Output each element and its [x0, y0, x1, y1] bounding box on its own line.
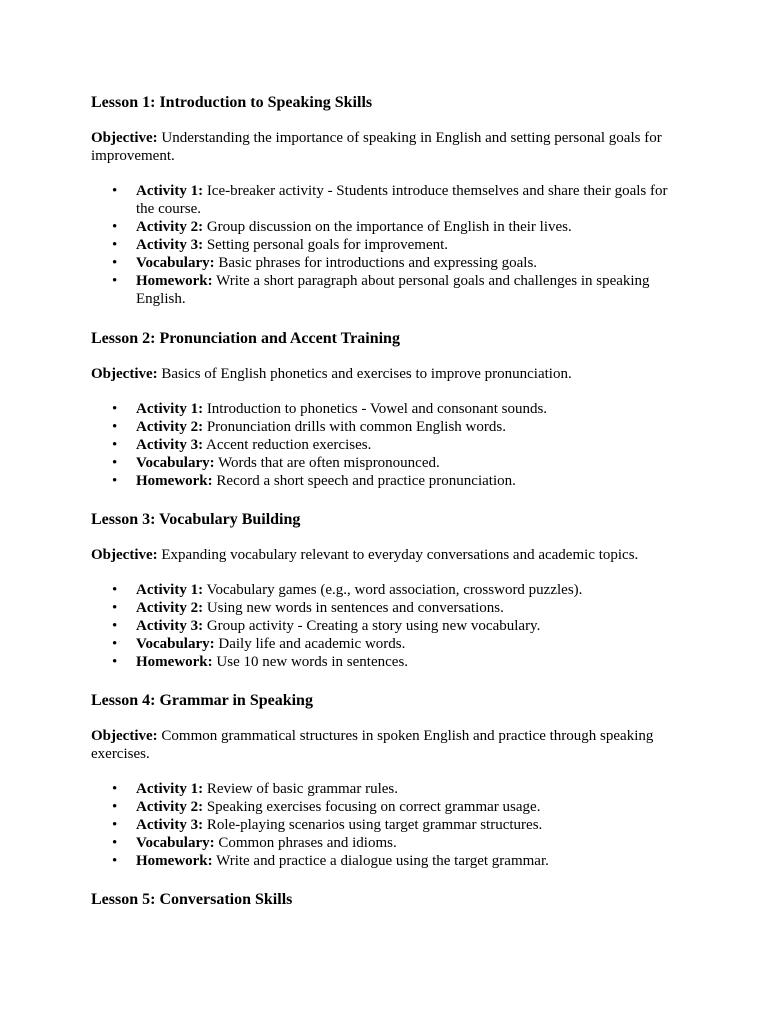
list-item: [136, 599, 681, 617]
list-item: [136, 182, 681, 218]
item-label: Vocabulary:: [136, 455, 215, 471]
item-text: Using new words in sentences and conversations.: [203, 600, 504, 616]
item-text: Pronunciation drills with common English words.: [203, 419, 506, 435]
list-item: [136, 472, 681, 490]
item-label: Activity 1:: [136, 582, 204, 598]
item-text: Use 10 new words in sentences.: [212, 654, 409, 670]
objective-text: Basics of English phonetics and exercises to improve pronunciation.: [157, 366, 572, 382]
item-label: Homework:: [136, 853, 213, 869]
lesson-objective: [91, 129, 681, 165]
item-label: Homework:: [136, 473, 213, 489]
item-label: Vocabulary:: [136, 835, 215, 851]
list-item: [136, 834, 681, 852]
objective-label: Objective:: [91, 366, 158, 382]
list-item: [136, 617, 681, 635]
list-item: [136, 418, 681, 436]
lesson-title: Lesson 4: Grammar in Speaking: [91, 692, 313, 709]
lesson-title: Lesson 1: Introduction to Speaking Skills: [91, 94, 373, 111]
objective-label: Objective:: [91, 728, 158, 744]
lesson-objective: [91, 546, 681, 564]
item-text: Speaking exercises focusing on correct grammar usage.: [203, 799, 541, 815]
item-label: Activity 3:: [136, 817, 204, 833]
list-item: [136, 272, 681, 308]
objective-label: Objective:: [91, 130, 158, 146]
item-text: Daily life and academic words.: [214, 636, 406, 652]
activity-list: [91, 780, 681, 870]
lesson-objective: [91, 365, 681, 383]
lesson-2: [91, 329, 691, 490]
list-item: [136, 852, 681, 870]
list-item: [136, 218, 681, 236]
list-item: [136, 400, 681, 418]
item-label: Activity 2:: [136, 219, 204, 235]
item-text: Record a short speech and practice pronunciation.: [212, 473, 516, 489]
list-item: [136, 236, 681, 254]
item-text: Write and practice a dialogue using the target grammar.: [212, 853, 549, 869]
objective-text: Understanding the importance of speaking in English and setting personal goals for improvement.: [91, 130, 662, 164]
activity-list: [91, 182, 681, 308]
item-text: Introduction to phonetics - Vowel and consonant sounds.: [203, 401, 548, 417]
item-text: Role-playing scenarios using target grammar structures.: [203, 817, 543, 833]
item-label: Activity 1:: [136, 183, 204, 199]
item-text: Ice-breaker activity - Students introduce themselves and share their goals for the course.: [136, 183, 668, 217]
list-item: [136, 816, 681, 834]
lesson-title: Lesson 3: Vocabulary Building: [91, 511, 301, 528]
item-label: Activity 1:: [136, 401, 204, 417]
item-text: Vocabulary games (e.g., word association, crossword puzzles).: [203, 582, 583, 598]
list-item: [136, 798, 681, 816]
lesson-title: Lesson 5: Conversation Skills: [91, 891, 293, 908]
activity-list: [91, 400, 681, 490]
objective-text: Expanding vocabulary relevant to everyday conversations and academic topics.: [157, 547, 639, 563]
item-text: Common phrases and idioms.: [214, 835, 397, 851]
objective-label: Objective:: [91, 547, 158, 563]
lesson-5: [91, 890, 691, 910]
activity-list: [91, 581, 681, 671]
lesson-objective: [91, 727, 681, 763]
item-text: Accent reduction exercises.: [203, 437, 372, 453]
lesson-title: Lesson 2: Pronunciation and Accent Training: [91, 330, 400, 347]
list-item: [136, 635, 681, 653]
objective-text: Common grammatical structures in spoken English and practice through speaking exercises.: [91, 728, 654, 762]
item-label: Activity 2:: [136, 600, 204, 616]
list-item: [136, 581, 681, 599]
item-label: Homework:: [136, 273, 213, 289]
item-label: Vocabulary:: [136, 636, 215, 652]
item-label: Activity 3:: [136, 437, 204, 453]
item-label: Activity 2:: [136, 419, 204, 435]
item-label: Activity 3:: [136, 237, 204, 253]
lesson-4: [91, 691, 691, 870]
item-text: Write a short paragraph about personal goals and challenges in speaking English.: [136, 273, 650, 307]
list-item: [136, 780, 681, 798]
item-label: Vocabulary:: [136, 255, 215, 271]
item-text: Group discussion on the importance of English in their lives.: [203, 219, 572, 235]
lesson-1: [91, 93, 691, 308]
item-text: Group activity - Creating a story using new vocabulary.: [203, 618, 541, 634]
item-text: Setting personal goals for improvement.: [203, 237, 449, 253]
lesson-3: [91, 510, 691, 671]
item-label: Activity 3:: [136, 618, 204, 634]
item-text: Words that are often mispronounced.: [214, 455, 440, 471]
item-label: Activity 1:: [136, 781, 204, 797]
item-text: Review of basic grammar rules.: [203, 781, 398, 797]
item-label: Homework:: [136, 654, 213, 670]
item-text: Basic phrases for introductions and expressing goals.: [214, 255, 538, 271]
list-item: [136, 254, 681, 272]
list-item: [136, 653, 681, 671]
list-item: [136, 436, 681, 454]
item-label: Activity 2:: [136, 799, 204, 815]
list-item: [136, 454, 681, 472]
